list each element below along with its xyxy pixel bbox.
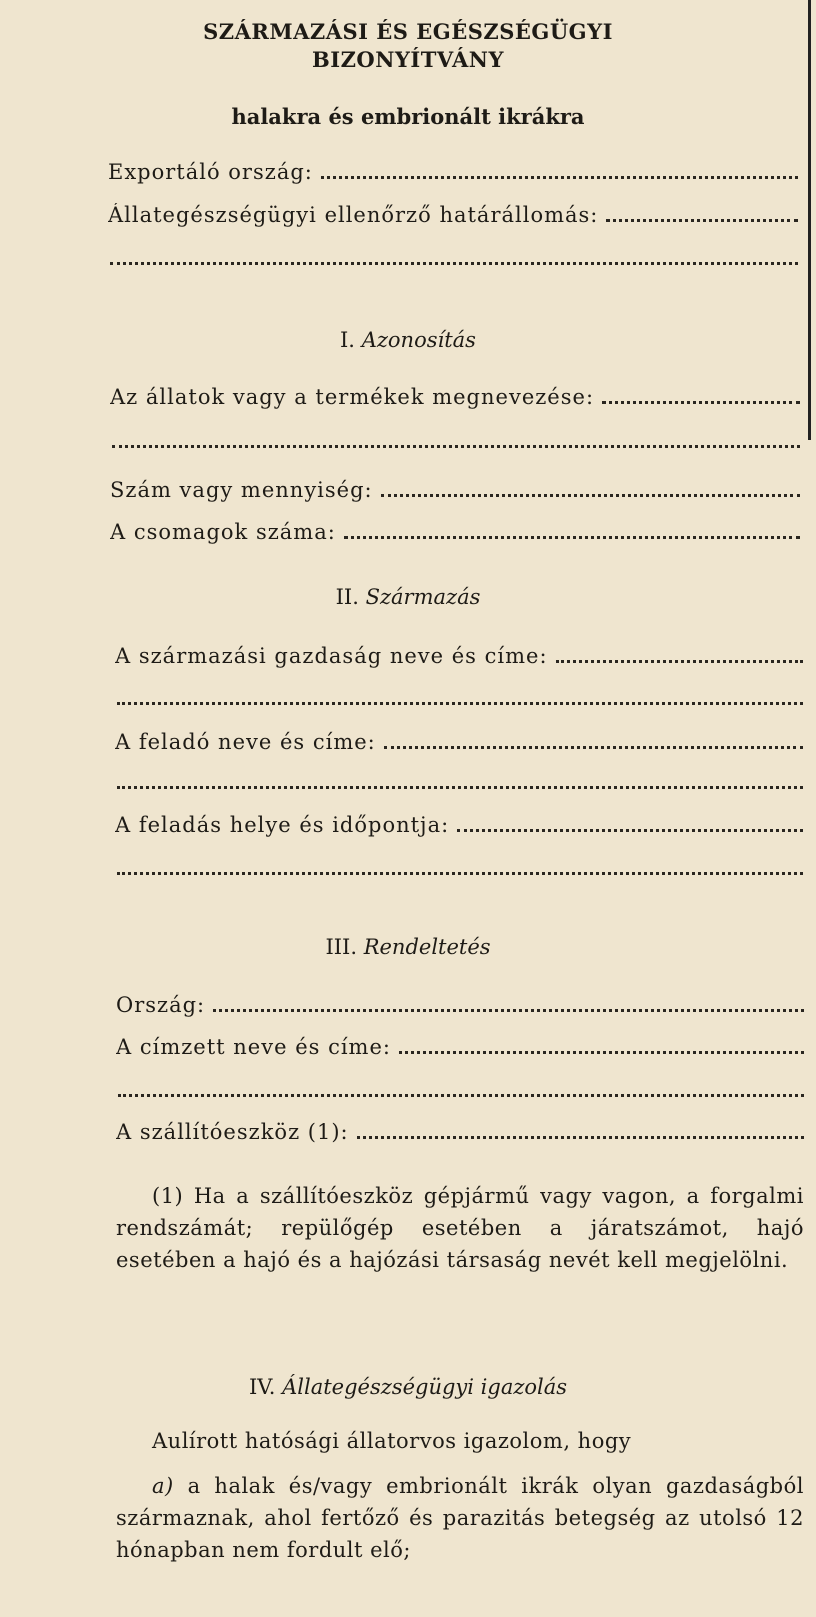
fill-line bbox=[112, 445, 800, 448]
animal-name-field bbox=[110, 385, 800, 409]
fill-line bbox=[321, 176, 798, 179]
item-a-marker: a) bbox=[152, 1474, 174, 1498]
dispatch-label: A feladás helye és időpontja: bbox=[115, 813, 450, 837]
section-3-number: III. bbox=[325, 935, 357, 959]
destination-country-field bbox=[116, 993, 804, 1017]
fill-line bbox=[117, 872, 803, 875]
transport-field bbox=[116, 1120, 804, 1144]
section-4-number: IV. bbox=[248, 1375, 276, 1399]
exporting-country-field bbox=[108, 160, 798, 184]
fill-line bbox=[213, 1009, 804, 1012]
section-4-heading bbox=[0, 1375, 816, 1399]
document-subtitle: halakra és embrionált ikrákra bbox=[231, 104, 585, 129]
transport-label: A szállítóeszköz (1): bbox=[116, 1120, 349, 1144]
section-3-heading bbox=[0, 935, 816, 959]
fill-line bbox=[457, 829, 803, 832]
section-3-title: Rendeltetés bbox=[363, 935, 491, 959]
certification-item-a bbox=[116, 1470, 804, 1566]
section-2-title: Származás bbox=[365, 585, 481, 609]
quantity-field bbox=[110, 478, 800, 502]
border-post-field bbox=[108, 203, 798, 227]
item-a-text: a halak és/vagy embrionált ikrák olyan gazdaságból származnak, ahol fertőző és parazitás betegség az utolsó 12 hónapban nem fordult elő; bbox=[116, 1474, 804, 1562]
border-post-label: Állategészségügyi ellenőrző határállomás: bbox=[108, 203, 599, 227]
fill-line bbox=[399, 1051, 804, 1054]
fill-line bbox=[357, 1136, 804, 1139]
fill-line bbox=[110, 262, 798, 265]
destination-country-label: Ország: bbox=[116, 993, 206, 1017]
fill-line bbox=[381, 494, 800, 497]
quantity-label: Szám vagy mennyiség: bbox=[110, 478, 373, 502]
exporting-country-label: Exportáló ország: bbox=[108, 160, 313, 184]
section-2-number: II. bbox=[335, 585, 359, 609]
sender-field bbox=[115, 730, 803, 754]
section-1-heading bbox=[0, 328, 816, 352]
consignee-field bbox=[116, 1035, 804, 1059]
section-1-title: Azonosítás bbox=[361, 328, 476, 352]
certification-intro: Aulírott hatósági állatorvos igazolom, hogy bbox=[152, 1429, 632, 1453]
section-4-title: Állategészségügyi igazolás bbox=[282, 1375, 568, 1399]
transport-footnote: (1) Ha a szállítóeszköz gépjármű vagy vagon, a forgalmi rendszámát; repülőgép esetében a járatszámot, hajó esetében a hajó és a hajózási társaság nevét kell megjelölni. bbox=[116, 1184, 804, 1272]
farm-label: A származási gazdaság neve és címe: bbox=[115, 644, 548, 668]
fill-line bbox=[118, 1094, 804, 1097]
fill-line bbox=[556, 660, 803, 663]
title-line-1: SZÁRMAZÁSI ÉS EGÉSZSÉGÜGYI bbox=[203, 19, 613, 44]
section-2-heading bbox=[0, 585, 816, 609]
sender-label: A feladó neve és címe: bbox=[115, 730, 376, 754]
dispatch-field bbox=[115, 813, 803, 837]
consignee-label: A címzett neve és címe: bbox=[116, 1035, 391, 1059]
packages-field bbox=[110, 520, 800, 544]
packages-label: A csomagok száma: bbox=[110, 520, 336, 544]
fill-line bbox=[117, 786, 803, 789]
fill-line bbox=[344, 536, 800, 539]
section-1-number: I. bbox=[340, 328, 355, 352]
title-line-2: BIZONYÍTVÁNY bbox=[312, 47, 504, 72]
fill-line bbox=[602, 401, 800, 404]
fill-line bbox=[384, 746, 803, 749]
fill-line bbox=[117, 702, 803, 705]
document-title bbox=[0, 18, 816, 74]
farm-field bbox=[115, 644, 803, 668]
animal-name-label: Az állatok vagy a termékek megnevezése: bbox=[110, 385, 595, 409]
fill-line bbox=[606, 219, 798, 222]
